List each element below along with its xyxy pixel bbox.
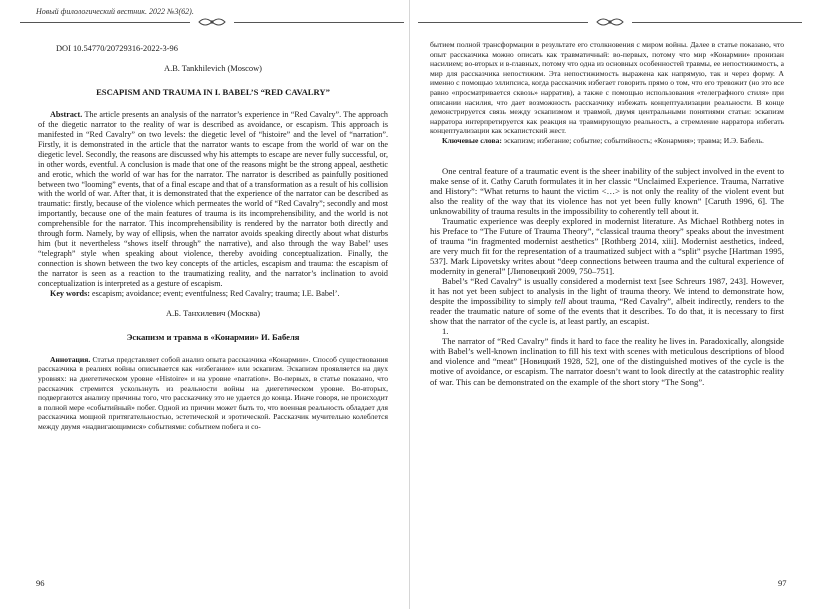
flourish-icon [198,16,226,28]
body-paragraph [430,276,784,326]
header-rule-right [234,22,404,23]
emphasis-tell: tell [554,296,566,307]
header-ornament [20,16,404,28]
flourish-icon [596,16,624,28]
article-body [430,166,784,387]
body-paragraph: The narrator of “Red Cavalry” finds it hard to face the reality he lives in. Paradoxically, alongside with Babel’s well-known inclination to fill his text with scenes with meticulous descriptions of blood and violence and “meat” [Новицкий 1928, 52], one of the distinguished motives of the cycle is the motive of avoidance, or escapism. The narrator doesn’t want to look directly at the catastrophic reality of war. This can be demonstrated on the example of the short story “The Song”. [430,336,784,387]
right-page [410,0,820,609]
header-rule-left [20,22,190,23]
article-title-en: ESCAPISM AND TRAUMA IN I. BABEL’S “RED CAVALRY” [96,86,330,97]
author-en: A.B. Tankhilevich (Moscow) [164,63,262,73]
keywords-label: Key words: [50,289,90,299]
doi: DOI 10.54770/20729316-2022-3-96 [56,44,178,53]
body-text: about trauma, “Red Cavalry”, albeit indirectly, renders to the reader the traumatic nature of some of the events that it describes. To do that, it is necessary to first show that the narrator of the cycle is, at least partly, an escapist. [430,296,785,327]
body-paragraph: Traumatic experience was deeply explored in modernist literature. As Michael Rothberg notes in his Preface to “The Future of Trauma Theory”, “classical trauma theory” speaks about the investment of trauma “in fragmented modernist aesthetics” [Rothberg 2014, xiii]. Modernist aesthetics, indeed, are very much fit for the representation of a traumatized subject with a “split” psyche [Hartman 1995, 537]. Mark Lipovetsky writes about “deep connections between trauma and the cultural experience of modernity in general” [Липовецкий 2009, 750–751]. [430,215,784,276]
page-number-right: 97 [778,578,787,588]
header-ornament-right [418,16,802,28]
section-number: 1. [442,326,449,337]
body-text: Babel’s “Red Cavalry” is usually considered a modernist text [see Schreurs 1987, 243]. However, it has not yet been subject to analysis in the light of trauma theory. We intend to demonstrate how, despite the impossibility to simply [430,276,784,307]
keywords-ru-text: эскапизм; избегание; событие; событийность; «Конармия»; травма; И.Э. Бабель. [503,135,764,145]
annotation-cont: бытием полной трансформации в результате его столкновения с миром войны. Далее в статье показано, что опыт рассказчика можно описать как травматичный: во-первых, потому что мир «Конармии» пронизан насилием; во-вторых и в-главных, потому что одна из основных особенностей травмы, ее непостижимость, а мир для рассказчика непостижим. Эта непостижимость выражена как напрямую, так и через форму. А именно с помощью эллипсиса, когда рассказчик избегает говорить прямо о том, что его тревожит (но это все равно «просматривается сквозь» нарратив), а также с помощью использования «телеграфного стиля» при описании насилия, что дает возможность рассказчику избежать концептуализации реальности. В конце демонстрируется связь между эскапизмом и травмой, двумя центральными понятиями статьи: эскапизм нарратора интерпретируется как реакция на травмирующую реальность, а стремление нарратора избегать концептуализации как эскапистский жест. [430,40,784,136]
header-rule-left-2 [418,22,588,23]
keywords-text: escapism; avoidance; event; eventfulness; Red Cavalry; trauma; I.E. Babel’. [91,289,340,299]
abstract-label: Abstract. [50,109,83,119]
keywords-ru-label: Ключевые слова: [442,135,502,145]
author-ru: А.Б. Танхилевич (Москва) [165,308,261,318]
left-column [38,40,388,432]
annotation-ru [38,355,388,432]
page-number-left: 96 [36,578,45,588]
abstract-text: The article presents an analysis of the narrator’s experience in “Red Cavalry”. The approach of the diegetic narrator to the reality of war is described as avoidance, or escapism. This approach is manifested in “Red Cavalry” on two levels: the diegetic level of “histoire” and the level of “narration”. Firstly, it is demonstrated in the article that the narrator wants to escape from the world of war on the diegetic level. Secondly, the reasons are discussed why his attempts to escape are never fully successful, or, in other words, eventful. A conclusion is made that one of the reasons might be the strong appeal, aesthetic and erotic, which the world of war has for the narrator. The narrator is described as painfully positioned between two “looming” events, that of a final escape and that of a transformation as a result of his collision with the world of war. After that, it is demonstrated that the experience of the narrator can be described as traumatic: firstly, because of the violence which permeates the world of “Red Cavalry”; secondly and most importantly, because one of the main features of trauma is its incomprehensibility, and the world is not comprehensible for the narrator. This incomprehensibility is rendered by the narrator both directly and through form. Namely, by way of ellipsis, when the narrator avoids speaking directly about what disturbs him (but it nevertheless “shows itself through” the narrative), and also through the way Babel’ uses “telegraph” style when speaking about violence, thereby avoiding conceptualization. Finally, the connection is shown between the two key concepts of the articles, escapism and trauma: the escapism of the narrator is seen as a reaction to the traumatizing reality, and the narrator’s inclination to avoid conceptualization is interpreted as a gesture of escapism. [38,109,388,289]
annotation-ru-continued [430,40,784,146]
article-title-ru: Эскапизм и травма в «Конармии» И. Бабеля [126,331,300,342]
right-column [430,40,784,387]
annotation-label: Аннотация. [50,354,91,364]
header-rule-right-2 [632,22,802,23]
running-head: Новый филологический вестник. 2022 №3(62). [36,7,194,16]
annotation-text: Статья представляет собой анализ опыта рассказчика «Конармии». Способ существования рассказчика в реалиях войны описывается как «избегание» или эскапизм. Эскапизм проявляется на двух уровнях: на диегетическом уровне «Histoire» и на уровне «narration». Во-первых, в статье показано, что рассказчик стремится ускользнуть из реальности войны на диегетическом уровне. Во-вторых, подвергаются анализу причины того, что рассказчику это не удается до конца. Иначе говоря, не происходит в полной мере «событийный» побег. Одной из причин может быть то, что военная реальность обладает для рассказчика мощной притягательностью, эстетической и эротической. Рассказчик мучительно колеблется между двумя «надвигающимися» событиями: событием побега и со- [38,354,388,432]
abstract-en [38,110,388,299]
body-paragraph: One central feature of a traumatic event is the sheer inability of the subject involved in the event to make sense of it. Cathy Caruth formulates it in her classic “Unclaimed Experience. Trauma, Narrative and History”: “What returns to haunt the victim <…> is not only the reality of the violent event but also the reality of the way that its violence has not yet been fully known” [Caruth 1996, 6]. The unknowability of trauma results in the impossibility to coherently tell about it. [430,165,784,216]
